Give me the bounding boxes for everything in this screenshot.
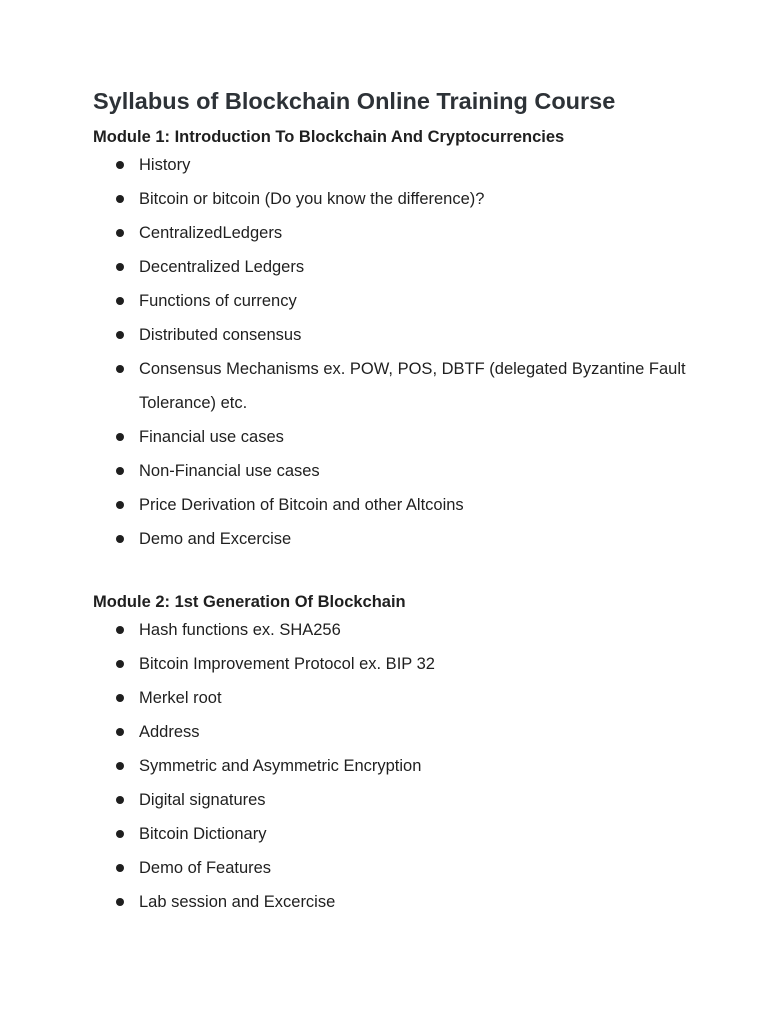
module-1-topic-list (93, 148, 713, 556)
bullet-icon (116, 898, 124, 906)
list-item (93, 522, 713, 556)
list-item (93, 216, 713, 250)
bullet-icon (116, 864, 124, 872)
list-item (93, 817, 713, 851)
list-item (93, 454, 713, 488)
bullet-icon (116, 433, 124, 441)
bullet-icon (116, 694, 124, 702)
list-item-text: Digital signatures (139, 791, 266, 809)
list-item-text: History (139, 156, 191, 174)
bullet-icon (116, 830, 124, 838)
list-item (93, 182, 713, 216)
list-item-text: Address (139, 723, 200, 741)
list-item (93, 318, 713, 352)
list-item-text: Demo and Excercise (139, 530, 292, 548)
list-item (93, 647, 713, 681)
list-item (93, 851, 713, 885)
list-item (93, 749, 713, 783)
list-item (93, 613, 713, 647)
list-item-text: CentralizedLedgers (139, 224, 283, 242)
bullet-icon (116, 728, 124, 736)
bullet-icon (116, 660, 124, 668)
bullet-icon (116, 161, 124, 169)
list-item-text: Decentralized Ledgers (139, 258, 305, 276)
list-item-text: Merkel root (139, 689, 222, 707)
list-item-text: Lab session and Excercise (139, 893, 336, 911)
bullet-icon (116, 467, 124, 475)
bullet-icon (116, 263, 124, 271)
bullet-icon (116, 229, 124, 237)
bullet-icon (116, 501, 124, 509)
page-title: Syllabus of Blockchain Online Training Course (93, 88, 616, 114)
list-item (93, 250, 713, 284)
list-item-text: Hash functions ex. SHA256 (139, 621, 341, 639)
bullet-icon (116, 626, 124, 634)
list-item (93, 681, 713, 715)
list-item-text: Demo of Features (139, 859, 272, 877)
list-item-text: Financial use cases (139, 428, 284, 446)
list-item (93, 148, 713, 182)
bullet-icon (116, 796, 124, 804)
list-item-text: Bitcoin Improvement Protocol ex. BIP 32 (139, 655, 435, 673)
list-item (93, 783, 713, 817)
bullet-icon (116, 535, 124, 543)
list-item-text: Symmetric and Asymmetric Encryption (139, 757, 422, 775)
list-item (93, 420, 713, 454)
list-item (93, 488, 713, 522)
list-item-text: Functions of currency (139, 292, 297, 310)
bullet-icon (116, 297, 124, 305)
bullet-icon (116, 762, 124, 770)
module-1-heading: Module 1: Introduction To Blockchain And Cryptocurrencies (93, 128, 565, 146)
list-item-text: Distributed consensus (139, 326, 302, 344)
list-item-text: Bitcoin or bitcoin (Do you know the difference)? (139, 190, 485, 208)
list-item-text: Bitcoin Dictionary (139, 825, 267, 843)
document-page (93, 86, 713, 919)
module-2-heading: Module 2: 1st Generation Of Blockchain (93, 593, 406, 611)
list-item (93, 885, 713, 919)
module-2-topic-list (93, 613, 713, 919)
list-item (93, 352, 713, 420)
bullet-icon (116, 331, 124, 339)
list-item (93, 715, 713, 749)
list-item-text: Non-Financial use cases (139, 462, 320, 480)
list-item (93, 284, 713, 318)
bullet-icon (116, 195, 124, 203)
list-item-text: Consensus Mechanisms ex. POW, POS, DBTF (delegated Byzantine Fault Tolerance) etc. (139, 360, 686, 412)
bullet-icon (116, 365, 124, 373)
list-item-text: Price Derivation of Bitcoin and other Altcoins (139, 496, 464, 514)
